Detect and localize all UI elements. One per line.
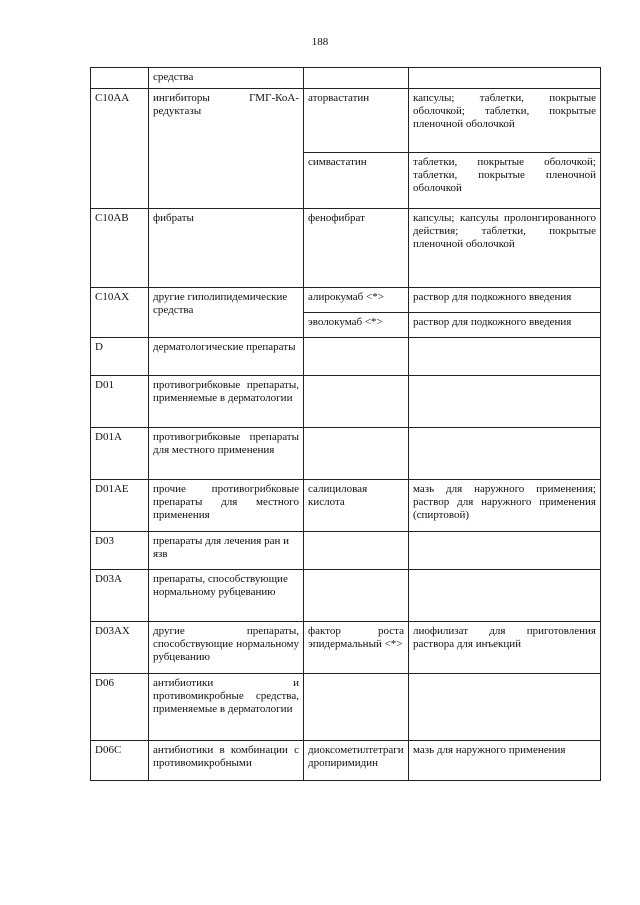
page-number: 188	[311, 36, 329, 48]
group-cell: препараты, способствующие нормальному рубцеванию	[149, 570, 304, 622]
group-cell: антибиотики и противомикробные средства, применяемые в дерматологии	[149, 674, 304, 741]
group-cell: дерматологические препараты	[149, 338, 304, 376]
table-row	[91, 288, 601, 313]
form-cell: мазь для наружного применения; раствор для наружного применения (спиртовой)	[409, 480, 601, 532]
table-row	[91, 532, 601, 570]
substance-cell: эволокумаб <*>	[304, 313, 409, 338]
drug-table	[90, 67, 601, 781]
atc-code-cell: D01A	[91, 428, 149, 480]
table-row	[91, 89, 601, 153]
atc-code-cell: D06C	[91, 741, 149, 781]
substance-cell: симвастатин	[304, 153, 409, 209]
substance-cell	[304, 532, 409, 570]
form-cell	[409, 674, 601, 741]
table-row	[91, 480, 601, 532]
group-cell: препараты для лечения ран и язв	[149, 532, 304, 570]
table-row	[91, 570, 601, 622]
substance-cell: аторвастатин	[304, 89, 409, 153]
form-cell: мазь для наружного применения	[409, 741, 601, 781]
atc-code-cell: C10AB	[91, 209, 149, 288]
form-cell	[409, 338, 601, 376]
substance-cell	[304, 674, 409, 741]
form-cell: раствор для подкожного введения	[409, 288, 601, 313]
table-row	[91, 338, 601, 376]
substance-cell	[304, 376, 409, 428]
form-cell: капсулы; таблетки, покрытые оболочкой; таблетки, покрытые пленочной оболочкой	[409, 89, 601, 153]
substance-cell: фенофибрат	[304, 209, 409, 288]
substance-cell	[304, 428, 409, 480]
group-cell: фибраты	[149, 209, 304, 288]
atc-code-cell: C10AA	[91, 89, 149, 209]
group-cell: ингибиторы ГМГ-КоА-редуктазы	[149, 89, 304, 209]
group-cell: другие гиполипидемические средства	[149, 288, 304, 338]
table-row	[91, 68, 601, 89]
form-cell: лиофилизат для приготовления раствора для инъекций	[409, 622, 601, 674]
table-row	[91, 428, 601, 480]
group-cell: средства	[149, 68, 304, 89]
group-cell: другие препараты, способствующие нормальному рубцеванию	[149, 622, 304, 674]
substance-cell	[304, 570, 409, 622]
atc-code-cell: C10AX	[91, 288, 149, 338]
table-row	[91, 376, 601, 428]
atc-code-cell	[91, 68, 149, 89]
substance-cell: диоксометилтетрагидропиримидин	[304, 741, 409, 781]
table-row	[91, 741, 601, 781]
substance-cell	[304, 68, 409, 89]
atc-code-cell: D06	[91, 674, 149, 741]
form-cell	[409, 428, 601, 480]
group-cell: противогрибковые препараты для местного применения	[149, 428, 304, 480]
form-cell	[409, 68, 601, 89]
substance-cell: алирокумаб <*>	[304, 288, 409, 313]
form-cell	[409, 570, 601, 622]
table-row	[91, 209, 601, 288]
substance-cell: фактор роста эпидермальный <*>	[304, 622, 409, 674]
form-cell	[409, 532, 601, 570]
table-row	[91, 622, 601, 674]
atc-code-cell: D	[91, 338, 149, 376]
atc-code-cell: D03AX	[91, 622, 149, 674]
form-cell: раствор для подкожного введения	[409, 313, 601, 338]
atc-code-cell: D01	[91, 376, 149, 428]
group-cell: противогрибковые препараты, применяемые в дерматологии	[149, 376, 304, 428]
group-cell: антибиотики в комбинации с противомикробными	[149, 741, 304, 781]
form-cell: капсулы; капсулы пролонгированного действия; таблетки, покрытые пленочной оболочкой	[409, 209, 601, 288]
group-cell: прочие противогрибковые препараты для местного применения	[149, 480, 304, 532]
form-cell: таблетки, покрытые оболочкой; таблетки, покрытые пленочной оболочкой	[409, 153, 601, 209]
table-row	[91, 674, 601, 741]
substance-cell: салициловая кислота	[304, 480, 409, 532]
substance-cell	[304, 338, 409, 376]
form-cell	[409, 376, 601, 428]
atc-code-cell: D01AE	[91, 480, 149, 532]
atc-code-cell: D03	[91, 532, 149, 570]
atc-code-cell: D03A	[91, 570, 149, 622]
